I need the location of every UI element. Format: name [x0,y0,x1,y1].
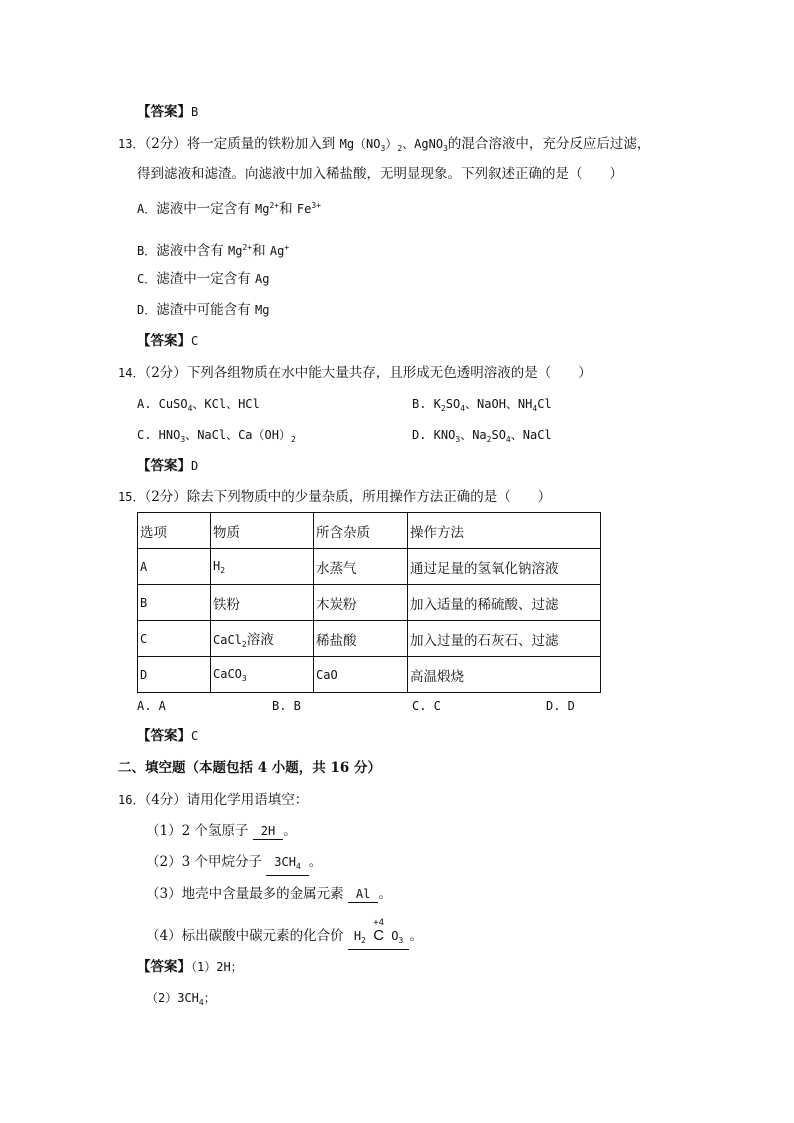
q15-choice-c: C. C [412,699,441,713]
answer-16-line1: 【答案】（1）2H； [137,959,243,975]
table-row: B 铁粉 木炭粉 加入适量的稀硫酸、过滤 [138,585,601,621]
q13-option-a: A．滤液中一定含有 $Mg^{2+}$和 $Fe^{3+}$ [137,201,322,217]
q15-choice-b: B. B [272,699,301,713]
answer-13: 【答案】C [137,333,199,349]
q16-item-1: （1）2 个氢原子 2H 。 [146,823,297,839]
q13-option-c: C．滤渣中一定含有 Ag [137,271,270,287]
answer-12: 【答案】B [137,104,199,120]
table-row: C CaCl$_2$溶液 稀盐酸 加入过量的石灰石、过滤 [138,621,601,657]
answer-15: 【答案】C [137,728,199,744]
table-row: D CaCO$_3$ CaO 高温煅烧 [138,657,601,693]
question-15: 15．（2分）除去下列物质中的少量杂质，所用操作方法正确的是（ ） [118,489,552,505]
question-13-line2: 得到滤液和滤渣。向滤液中加入稀盐酸，无明显现象。下列叙述正确的是（ ） [137,166,623,182]
question-13-line1: 13．（2分）将一定质量的铁粉加入到 $Mg(NO_3)_2$、AgNO$_3$的混合溶液中，充分反应后过滤， [118,136,651,153]
q15-choice-a: A. A [137,699,166,713]
q13-option-d: D．滤渣中可能含有 Mg [137,302,270,318]
q13-option-b: B．滤液中含有 $Mg^{2+}$和 Ag+ [137,243,290,259]
q16-item-4: （4）标出碳酸中碳元素的化合价 $H_2$ +4 C $O_3$ 。 [146,926,423,950]
question-14: 14．（2分）下列各组物质在水中能大量共存，且形成无色透明溶液的是（ ） [118,365,592,381]
q14-option-c: C. $HNO_3$、NaCl、$Ca(OH)_2$ [137,428,296,444]
table-row: A $H_2$ 水蒸气 通过足量的氢氧化钠溶液 [138,549,601,585]
q14-option-d: D. $KNO_3$、$Na_2SO_4$、NaCl [412,428,552,444]
answer-14: 【答案】D [137,458,199,474]
section-title: 二、填空题（本题包括 4 小题，共 16 分） [118,760,381,776]
q15-choice-d: D. D [546,699,575,713]
chem-mg-no3-2: $Mg(NO_3)_2$、AgNO$_3$ [339,137,448,153]
answer-16-line2: $(2)3CH_4$； [146,991,216,1007]
q15-table [137,512,601,693]
q16-item-3: （3）地壳中含量最多的金属元素 Al 。 [146,886,392,902]
table-header-row: 选项 物质 所含杂质 操作方法 [138,513,601,549]
q14-option-b: B. $K_2SO_4$、NaOH、$NH_4Cl$ [412,397,552,413]
q16-item-2: （2）3 个甲烷分子 $3CH_4$ 。 [146,852,322,876]
q14-option-a: A. CuSO$_4$、KCl、HCl [137,397,260,413]
question-16: 16．（4分）请用化学用语填空： [118,792,309,808]
